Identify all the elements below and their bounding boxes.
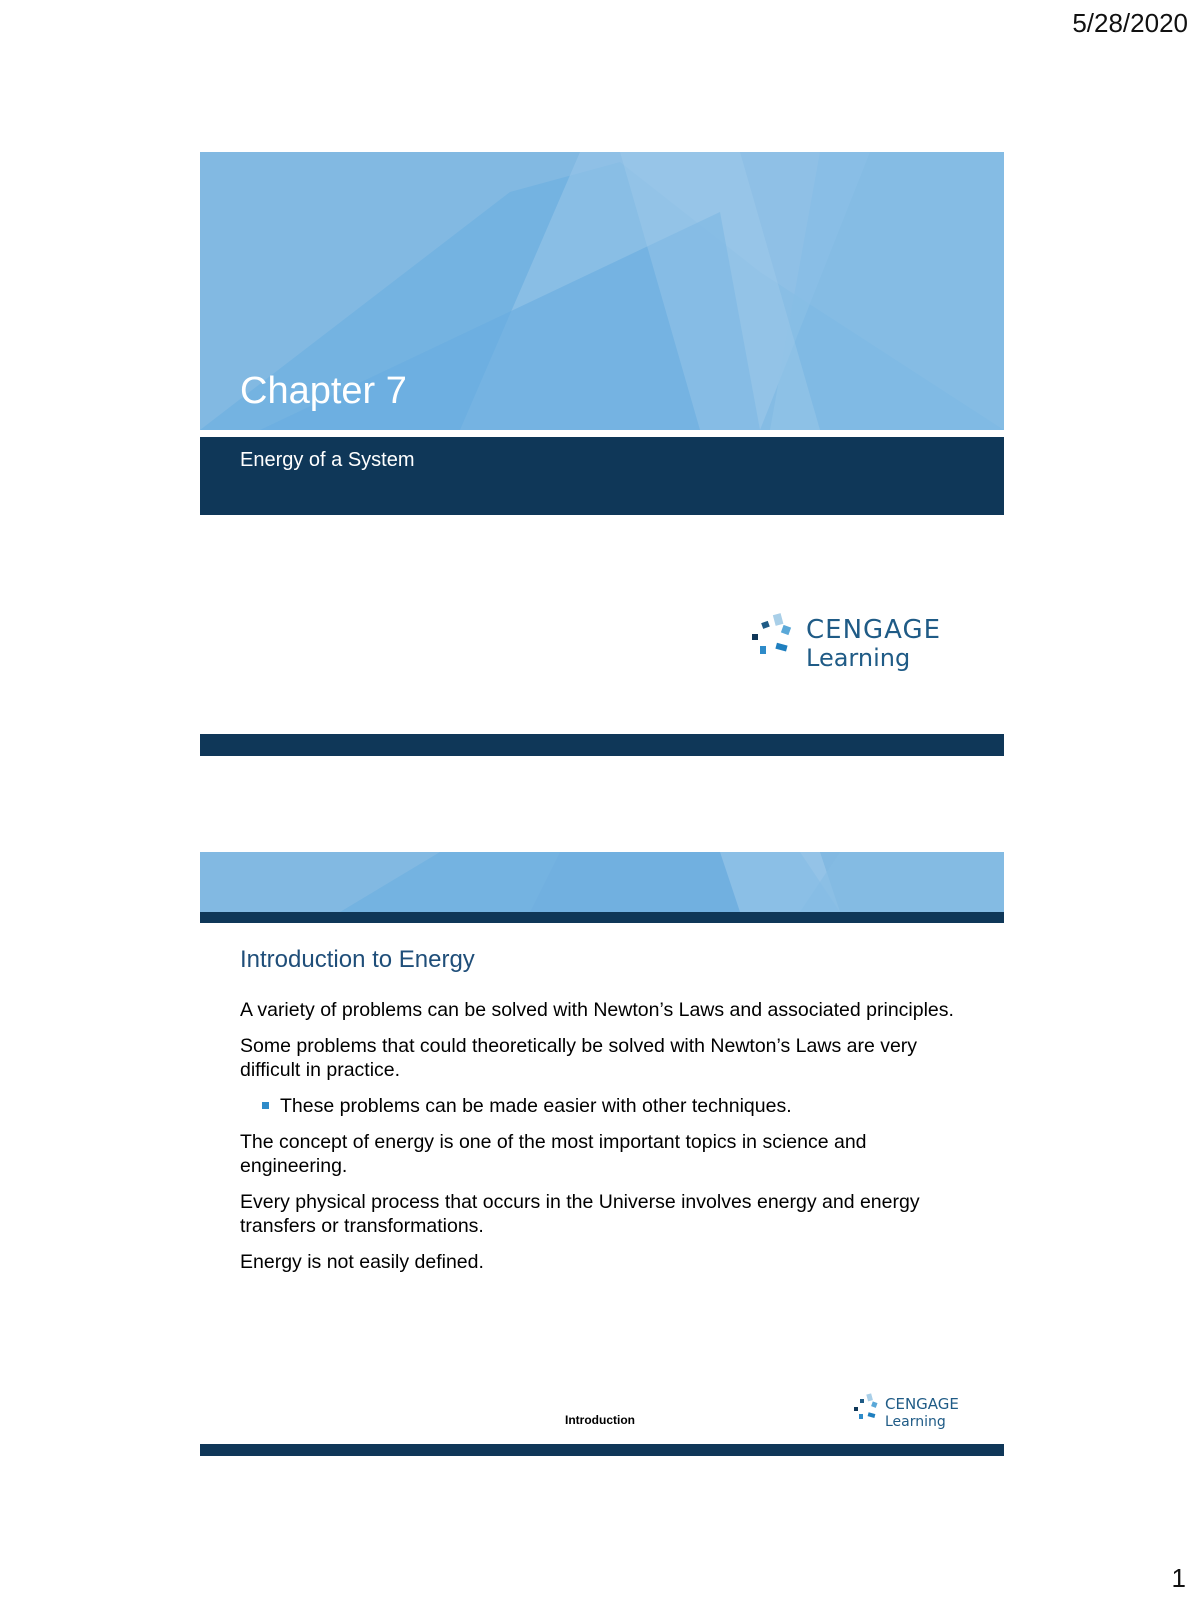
chapter-subtitle: Energy of a System <box>240 449 415 471</box>
page-date: 5/28/2020 <box>1072 8 1188 38</box>
page-number: 1 <box>1171 1563 1186 1593</box>
subtitle-band <box>200 437 1004 515</box>
logo-text-learning: Learning <box>806 644 911 672</box>
body-paragraph: Every physical process that occurs in the Universe involves energy and energy transfers or transformations. <box>240 1191 920 1237</box>
slide-body <box>240 998 960 1286</box>
cengage-logo-small <box>852 1392 967 1432</box>
bullet-item <box>240 1094 960 1118</box>
slide-bottom-bar <box>200 1444 1004 1456</box>
cengage-logo-mark <box>854 1393 878 1419</box>
body-paragraph: A variety of problems can be solved with Newton’s Laws and associated principles. <box>240 999 954 1021</box>
cengage-logo-mark <box>752 613 791 654</box>
cengage-logo <box>748 610 958 676</box>
slide-title: Introduction to Energy <box>240 946 475 973</box>
bullet-text: These problems can be made easier with other techniques. <box>280 1095 792 1117</box>
chapter-title: Chapter 7 <box>240 370 407 412</box>
banner-background-shapes <box>200 852 1004 912</box>
slide-bottom-bar <box>200 734 1004 756</box>
logo-text-learning: Learning <box>885 1414 946 1430</box>
body-paragraph: Energy is not easily defined. <box>240 1251 484 1273</box>
header-banner <box>200 852 1004 912</box>
body-paragraph: Some problems that could theoretically be solved with Newton’s Laws are very difficult in practice. <box>240 1035 918 1081</box>
square-bullet-icon <box>262 1102 269 1109</box>
logo-text-cengage: CENGAGE <box>806 615 942 645</box>
slide-footer-label: Introduction <box>565 1413 635 1427</box>
slide-title-chapter <box>200 152 1004 756</box>
body-paragraph: The concept of energy is one of the most important topics in science and engineering. <box>240 1131 867 1177</box>
banner-bar <box>200 912 1004 923</box>
slide-introduction-to-energy <box>200 852 1004 1456</box>
logo-text-cengage: CENGAGE <box>885 1395 959 1413</box>
hero-banner <box>200 152 1004 430</box>
